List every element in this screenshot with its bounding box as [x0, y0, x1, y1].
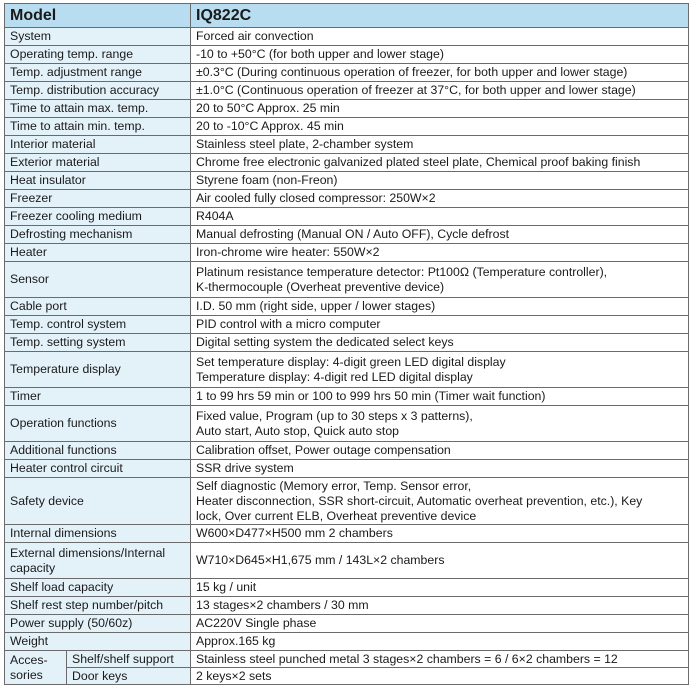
- spec-label-line: Internal dimensions: [10, 526, 117, 540]
- spec-row: [5, 226, 689, 244]
- spec-label-line: Shelf rest step number/pitch: [10, 598, 164, 612]
- spec-value: [191, 28, 689, 46]
- spec-value: [191, 298, 689, 316]
- spec-value-line: Digital setting system the dedicated select keys: [196, 335, 454, 349]
- spec-label-line: External dimensions/Internal: [10, 545, 166, 560]
- spec-value-line: Platinum resistance temperature detector: Pt100Ω (Temperature controller),: [196, 264, 608, 279]
- spec-value: [191, 442, 689, 460]
- spec-label: [5, 64, 191, 82]
- spec-row: [5, 334, 689, 352]
- spec-value: [191, 316, 689, 334]
- spec-label: [5, 82, 191, 100]
- spec-label: [5, 543, 191, 579]
- spec-value-line: Self diagnostic (Memory error, Temp. Sensor error,: [196, 478, 472, 493]
- spec-label: [5, 28, 191, 46]
- spec-row: [5, 208, 689, 226]
- spec-value-line: 15 kg / unit: [196, 580, 257, 594]
- spec-label: [5, 316, 191, 334]
- spec-value: [191, 579, 689, 597]
- spec-row: [5, 316, 689, 334]
- spec-label: [5, 100, 191, 118]
- spec-label-line: Temp. control system: [10, 317, 127, 331]
- spec-value: [191, 388, 689, 406]
- spec-label-line: Shelf load capacity: [10, 580, 114, 594]
- spec-label-line: Temperature display: [10, 362, 121, 376]
- spec-label: [5, 208, 191, 226]
- spec-row: [5, 82, 689, 100]
- spec-label-line: capacity: [10, 560, 56, 575]
- model-value: IQ822C: [191, 4, 689, 28]
- spec-row: [5, 442, 689, 460]
- accessories-label-line: sories: [10, 667, 43, 682]
- spec-label-line: Operating temp. range: [10, 47, 134, 61]
- accessory-value: 2 keys×2 sets: [191, 668, 689, 685]
- spec-label-line: Exterior material: [10, 155, 100, 169]
- spec-label-line: Temp. setting system: [10, 335, 126, 349]
- accessory-label: Shelf/shelf support: [67, 651, 191, 668]
- spec-label-line: Temp. adjustment range: [10, 65, 142, 79]
- accessory-row: [5, 668, 689, 685]
- spec-value: [191, 208, 689, 226]
- spec-label: [5, 118, 191, 136]
- spec-value-line: Styrene foam (non-Freon): [196, 173, 338, 187]
- accessory-row: [5, 651, 689, 668]
- spec-label-line: Temp. distribution accuracy: [10, 83, 159, 97]
- spec-label-line: Timer: [10, 389, 41, 403]
- spec-row: [5, 172, 689, 190]
- spec-label-line: Time to attain min. temp.: [10, 119, 145, 133]
- spec-value-line: 20 to 50°C Approx. 25 min: [196, 101, 340, 115]
- spec-row: [5, 406, 689, 442]
- spec-label-line: Sensor: [10, 272, 49, 286]
- spec-value-line: lock, Over current ELB, Overheat preventive device: [196, 508, 477, 523]
- spec-row: [5, 298, 689, 316]
- spec-label: [5, 442, 191, 460]
- spec-label: [5, 478, 191, 525]
- spec-label: [5, 46, 191, 64]
- spec-label-line: Heater: [10, 245, 47, 259]
- spec-value-line: Calibration offset, Power outage compensation: [196, 443, 451, 457]
- spec-value: [191, 597, 689, 615]
- spec-label-line: Freezer cooling medium: [10, 209, 142, 223]
- spec-row: [5, 633, 689, 651]
- spec-value-line: ±0.3°C (During continuous operation of freezer, for both upper and lower stage): [196, 65, 628, 79]
- spec-value-line: Auto start, Auto stop, Quick auto stop: [196, 423, 400, 438]
- spec-value: [191, 334, 689, 352]
- spec-label-line: Heater control circuit: [10, 461, 123, 475]
- spec-value: [191, 100, 689, 118]
- spec-value: [191, 244, 689, 262]
- spec-label: [5, 298, 191, 316]
- spec-label-line: Weight: [10, 634, 49, 648]
- spec-label-line: Power supply (50/60z): [10, 616, 133, 630]
- spec-value-line: R404A: [196, 209, 234, 223]
- spec-value-line: Heater disconnection, SSR short-circuit, Automatic overheat prevention, etc.), Key: [196, 493, 643, 508]
- spec-value: [191, 633, 689, 651]
- spec-value-line: Air cooled fully closed compressor: 250W×2: [196, 191, 436, 205]
- spec-value-line: 1 to 99 hrs 59 min or 100 to 999 hrs 50 min (Timer wait function): [196, 389, 546, 403]
- spec-value: [191, 478, 689, 525]
- spec-label: [5, 334, 191, 352]
- spec-label: [5, 460, 191, 478]
- spec-value-line: Set temperature display: 4-digit green LED digital display: [196, 354, 506, 369]
- spec-label-line: Defrosting mechanism: [10, 227, 133, 241]
- spec-value-line: 20 to -10°C Approx. 45 min: [196, 119, 344, 133]
- header-row: [5, 4, 689, 28]
- spec-label: [5, 352, 191, 388]
- spec-value-line: Iron-chrome wire heater: 550W×2: [196, 245, 380, 259]
- spec-value: [191, 46, 689, 64]
- spec-table: [4, 3, 689, 685]
- spec-value-line: I.D. 50 mm (right side, upper / lower stages): [196, 299, 436, 313]
- spec-label-line: Interior material: [10, 137, 96, 151]
- spec-value: [191, 172, 689, 190]
- spec-label-line: Safety device: [10, 493, 84, 508]
- spec-label: [5, 136, 191, 154]
- spec-value: [191, 460, 689, 478]
- spec-row: [5, 154, 689, 172]
- spec-label: [5, 615, 191, 633]
- spec-row: [5, 64, 689, 82]
- accessories-label-line: Acces-: [10, 652, 48, 667]
- spec-row: [5, 244, 689, 262]
- spec-value-line: Stainless steel plate, 2-chamber system: [196, 137, 414, 151]
- accessory-label: Door keys: [67, 668, 191, 685]
- spec-label: [5, 154, 191, 172]
- spec-row: [5, 46, 689, 64]
- spec-label: [5, 262, 191, 298]
- spec-value-line: K-thermocouple (Overheat preventive device): [196, 279, 445, 294]
- spec-label-line: Heat insulator: [10, 173, 86, 187]
- spec-value-line: W710×D645×H1,675 mm / 143L×2 chambers: [196, 553, 445, 567]
- spec-value-line: Chrome free electronic galvanized plated steel plate, Chemical proof baking finish: [196, 155, 641, 169]
- spec-label: [5, 226, 191, 244]
- accessory-value: Stainless steel punched metal 3 stages×2 chambers = 6 / 6×2 chambers = 12: [191, 651, 689, 668]
- spec-value: [191, 118, 689, 136]
- spec-label: [5, 388, 191, 406]
- spec-value: [191, 226, 689, 244]
- spec-row: [5, 28, 689, 46]
- spec-value-line: Temperature display: 4-digit red LED digital display: [196, 369, 473, 384]
- spec-row: [5, 352, 689, 388]
- spec-row: [5, 543, 689, 579]
- spec-row: [5, 525, 689, 543]
- spec-value: [191, 352, 689, 388]
- spec-label-line: Additional functions: [10, 443, 117, 457]
- spec-value-line: AC220V Single phase: [196, 616, 317, 630]
- spec-label-line: System: [10, 29, 51, 43]
- spec-label-line: Cable port: [10, 299, 67, 313]
- spec-row: [5, 388, 689, 406]
- spec-row: [5, 597, 689, 615]
- spec-row: [5, 460, 689, 478]
- spec-label: [5, 633, 191, 651]
- spec-value-line: 13 stages×2 chambers / 30 mm: [196, 598, 369, 612]
- spec-value-line: Forced air convection: [196, 29, 314, 43]
- spec-row: [5, 136, 689, 154]
- spec-value: [191, 82, 689, 100]
- spec-value: [191, 525, 689, 543]
- spec-row: [5, 190, 689, 208]
- spec-row: [5, 100, 689, 118]
- spec-value: [191, 615, 689, 633]
- spec-row: [5, 478, 689, 525]
- model-label: Model: [5, 4, 191, 28]
- spec-row: [5, 262, 689, 298]
- spec-row: [5, 118, 689, 136]
- spec-value-line: Approx.165 kg: [196, 634, 276, 648]
- spec-value-line: Fixed value, Program (up to 30 steps x 3 patterns),: [196, 408, 473, 423]
- spec-label: [5, 406, 191, 442]
- spec-value: [191, 406, 689, 442]
- accessories-label: [5, 651, 67, 685]
- spec-row: [5, 579, 689, 597]
- spec-label-line: Freezer: [10, 191, 53, 205]
- spec-label: [5, 190, 191, 208]
- spec-value: [191, 154, 689, 172]
- spec-value: [191, 64, 689, 82]
- spec-label-line: Time to attain max. temp.: [10, 101, 149, 115]
- spec-value-line: W600×D477×H500 mm 2 chambers: [196, 526, 393, 540]
- spec-label: [5, 525, 191, 543]
- spec-value: [191, 190, 689, 208]
- spec-value-line: ±1.0°C (Continuous operation of freezer at 37°C, for both upper and lower stage): [196, 83, 636, 97]
- spec-label-line: Operation functions: [10, 416, 117, 430]
- spec-value-line: -10 to +50°C (for both upper and lower stage): [196, 47, 444, 61]
- spec-value: [191, 136, 689, 154]
- spec-row: [5, 615, 689, 633]
- spec-value: [191, 543, 689, 579]
- spec-value-line: SSR drive system: [196, 461, 294, 475]
- spec-label: [5, 597, 191, 615]
- spec-label: [5, 579, 191, 597]
- spec-label: [5, 172, 191, 190]
- spec-value: [191, 262, 689, 298]
- spec-label: [5, 244, 191, 262]
- spec-value-line: Manual defrosting (Manual ON / Auto OFF), Cycle defrost: [196, 227, 510, 241]
- spec-value-line: PID control with a micro computer: [196, 317, 381, 331]
